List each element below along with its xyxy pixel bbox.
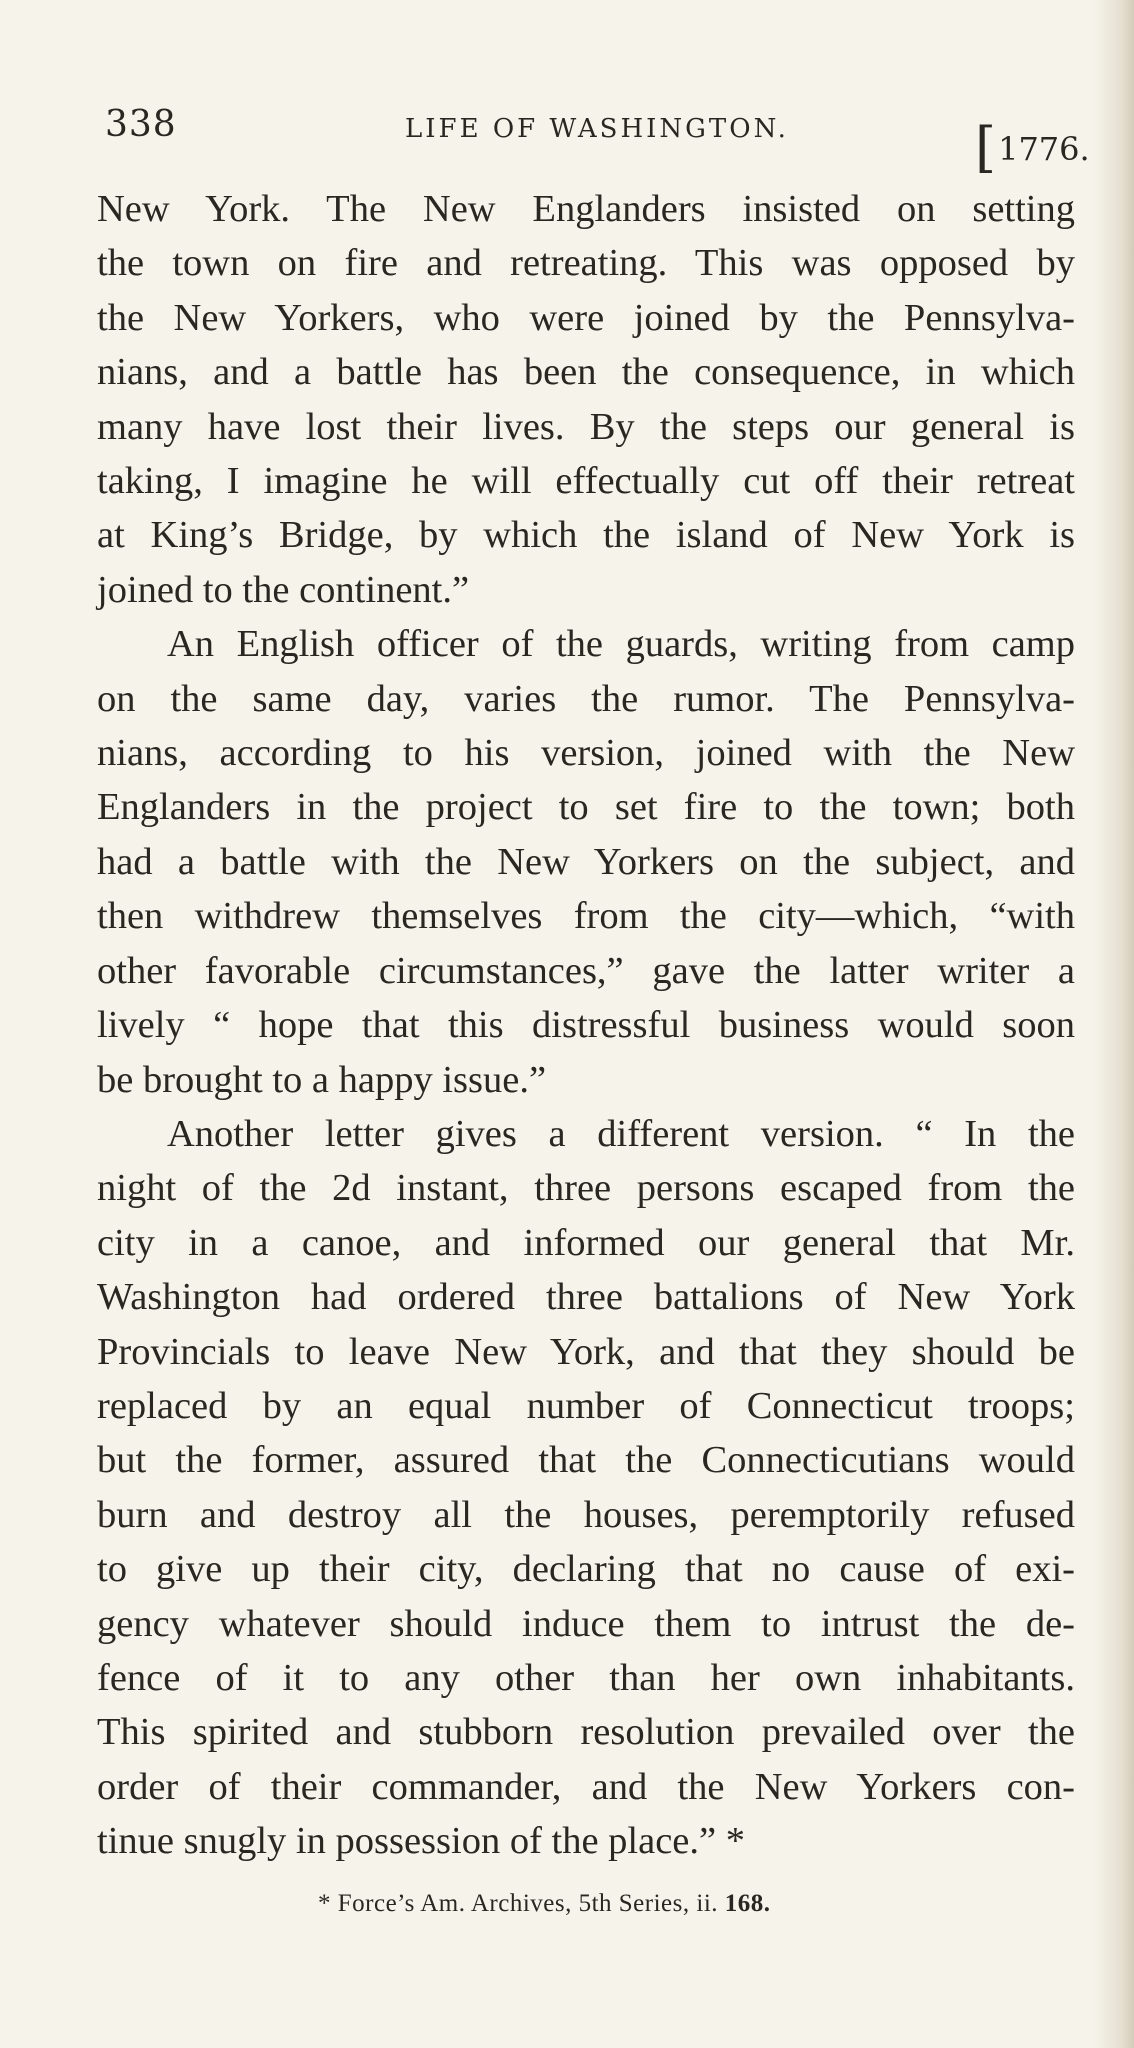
text-line: had a battle with the New Yorkers on the subject, and [97,840,1075,883]
text-line: other favorable circumstances,” gave the latter writer a [97,949,1075,992]
text-line: taking, I imagine he will effectually cut off their retreat [97,460,1075,503]
year-bracket: [ [975,116,997,179]
running-head [105,100,1090,179]
text-line: on the same day, varies the rumor. The Pennsylva- [97,677,1075,720]
text-line: to give up their city, declaring that no cause of exi- [97,1548,1075,1591]
text-line: then withdrew themselves from the city—which, “with [97,895,1075,938]
page-number: 338 [105,104,177,145]
text-line: many have lost their lives. By the steps our general is [97,405,1075,448]
text-line: joined to the continent.” [97,568,470,611]
text-line: but the former, assured that the Connecticutians would [97,1439,1075,1482]
text-line: night of the 2d instant, three persons escaped from the [97,1167,1075,1210]
footnote-text: Force’s Am. Archives, 5th Series, ii. [337,1890,719,1917]
text-line: replaced by an equal number of Connecticut troops; [97,1384,1075,1427]
paragraph-2 [97,617,1075,1107]
footnote-page: 168. [724,1890,771,1917]
paragraph-1 [97,182,1075,617]
text-line: city in a canoe, and informed our general that Mr. [97,1221,1075,1264]
footnote-marker: * [318,1890,331,1917]
footnote [318,1890,771,1918]
text-line: order of their commander, and the New Yorkers con- [97,1765,1075,1808]
running-year [975,110,1090,179]
text-line: lively “ hope that this distressful business would soon [97,1004,1075,1047]
text-line: nians, according to his version, joined with the New [97,732,1075,775]
text-line: Provincials to leave New York, and that they should be [97,1330,1075,1373]
paragraph-3 [97,1107,1075,1869]
text-line: burn and destroy all the houses, peremptorily refused [97,1493,1075,1536]
text-line: An English officer of the guards, writing from camp [167,623,1075,666]
text-line: the New Yorkers, who were joined by the Pennsylva- [97,296,1075,339]
text-line: Another letter gives a different version. “ In the [167,1112,1075,1155]
text-line: Washington had ordered three battalions of New York [97,1276,1075,1319]
text-line: nians, and a battle has been the consequence, in which [97,351,1075,394]
text-line: This spirited and stubborn resolution prevailed over the [97,1711,1075,1754]
text-line: tinue snugly in possession of the place.” * [97,1820,745,1863]
text-line: at King’s Bridge, by which the island of New York is [97,514,1075,557]
body-text [97,182,1075,1869]
text-line: the town on fire and retreating. This was opposed by [97,242,1075,285]
text-line: New York. The New Englanders insisted on setting [97,188,1075,230]
text-line: fence of it to any other than her own inhabitants. [97,1656,1075,1699]
text-line: gency whatever should induce them to intrust the de- [97,1602,1075,1645]
page-edge-shadow [1094,0,1134,2048]
year: 1776. [998,130,1090,168]
running-title: LIFE OF WASHINGTON. [405,114,789,144]
text-line: be brought to a happy issue.” [97,1058,547,1101]
text-line: Englanders in the project to set fire to the town; both [97,786,1075,829]
